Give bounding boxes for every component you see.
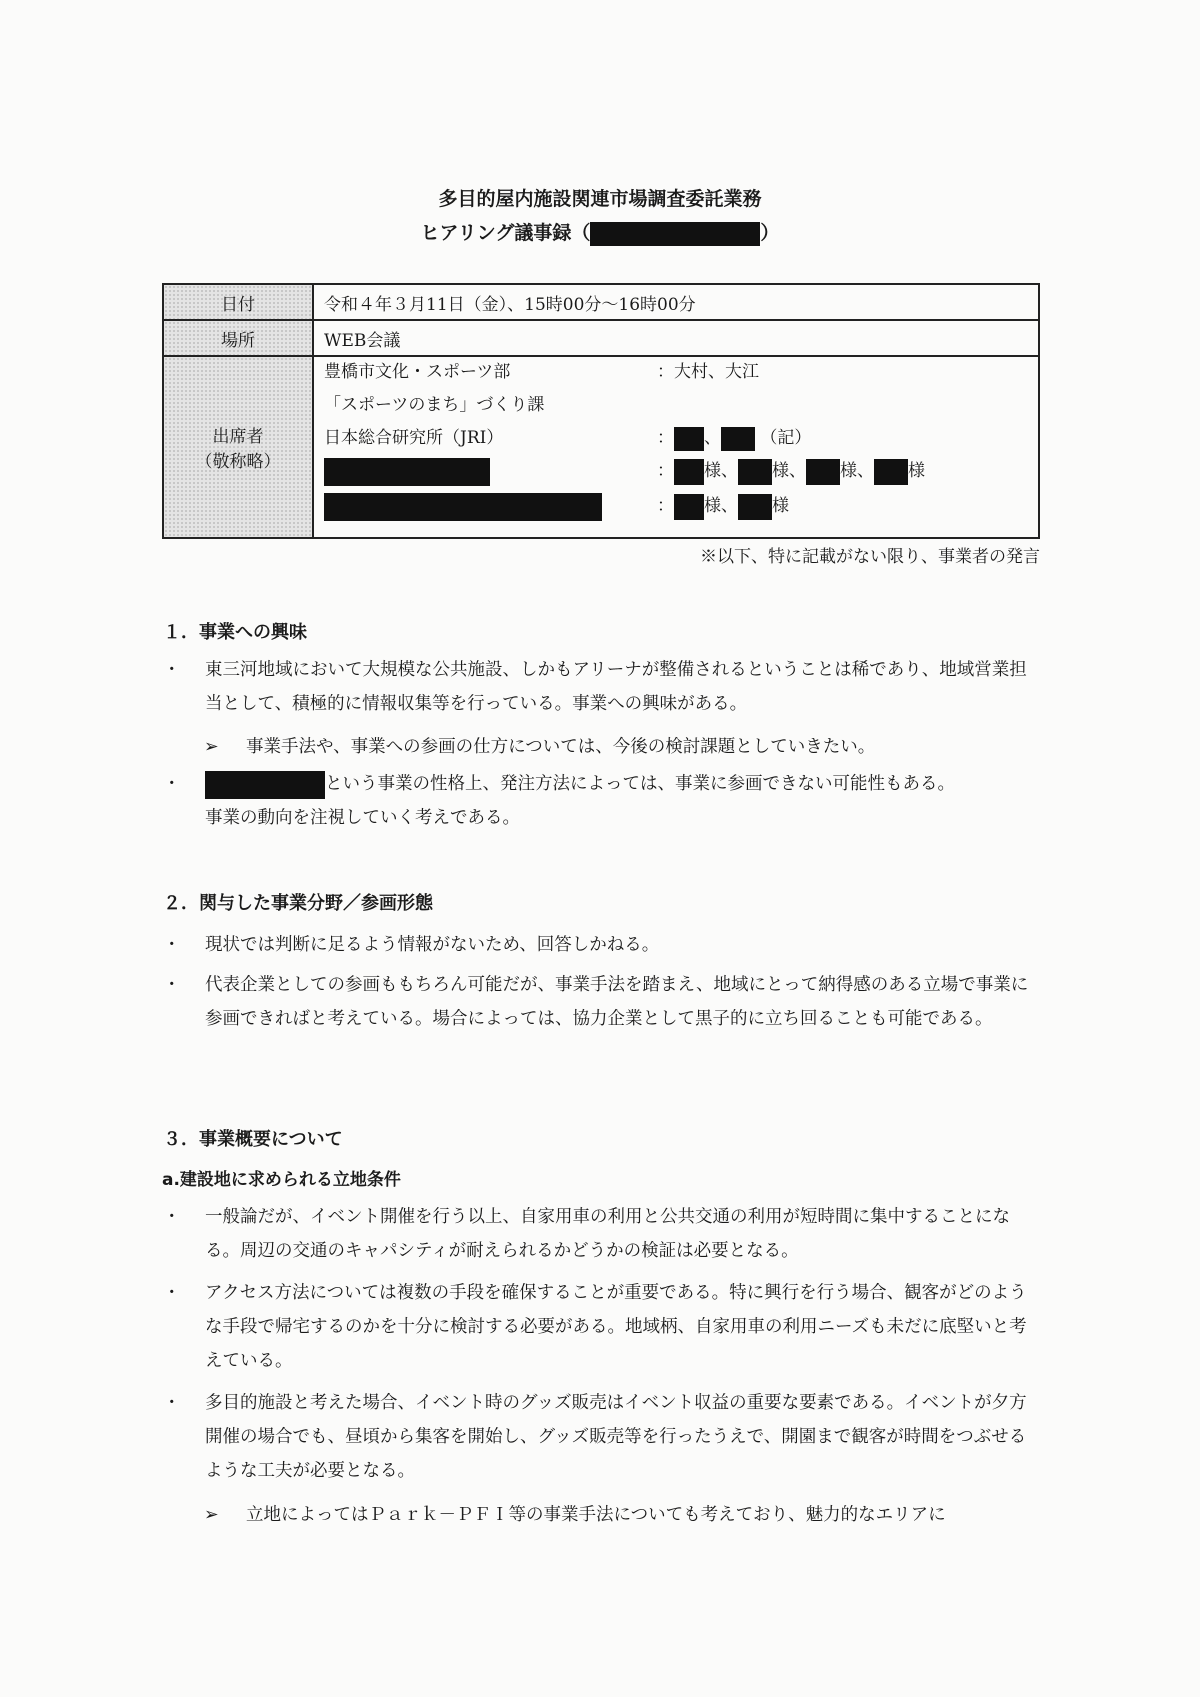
bullet-mark: ・ bbox=[163, 1207, 181, 1227]
paragraph: ・ 現状では判断に足るよう情報がないため、回答しかねる。 bbox=[163, 928, 1043, 962]
paragraph: ・ という事業の性格上、発注方法によっては、事業に参画できない可能性もある。 事業の動向を注視していく考えである。 bbox=[163, 767, 1043, 835]
redaction-block bbox=[324, 458, 490, 486]
section-heading: ３．事業概要について bbox=[163, 1129, 343, 1150]
attendee-label bbox=[163, 356, 313, 538]
section-heading: ２．関与した事業分野／参画形態 bbox=[163, 893, 433, 914]
attendee-list bbox=[313, 356, 1039, 538]
attendee-names: ： 、 （記） bbox=[657, 423, 811, 453]
attendee-label-line2: （敬称略） bbox=[195, 452, 281, 472]
subsection-heading: a.建設地に求められる立地条件 bbox=[162, 1170, 401, 1190]
attendee-org: 日本総合研究所（JRI） bbox=[324, 428, 504, 448]
date-label: 日付 bbox=[163, 284, 313, 320]
paragraph: ・ 代表企業としての参画ももちろん可能だが、事業手法を踏まえ、地域にとって納得感のある立場で事業に参画できればと考えている。場合によっては、協力企業として黒子的に立ち回ることも可能である。 bbox=[163, 968, 1043, 1036]
date-value: 令和４年３月11日（金）、15時00分～16時00分 bbox=[313, 284, 1039, 320]
attendee-row bbox=[324, 456, 1064, 486]
bullet-mark: ・ bbox=[163, 1393, 181, 1413]
redaction-block bbox=[874, 459, 908, 485]
attendee-row bbox=[324, 491, 1064, 521]
document-subtitle bbox=[0, 218, 1200, 246]
paragraph: ・ 一般論だが、イベント開催を行う以上、自家用車の利用と公共交通の利用が短時間に集中することになる。周辺の交通のキャパシティが耐えられるかどうかの検証は必要となる。 bbox=[163, 1200, 1043, 1268]
redaction-block bbox=[674, 494, 704, 520]
attendee-names: ： 様、 様 bbox=[657, 491, 789, 521]
speaker-note: ※以下、特に記載がない限り、事業者の発言 bbox=[700, 547, 1040, 567]
subtitle-prefix: ヒアリング議事録（ bbox=[420, 222, 591, 244]
attendee-names: ： 様、 様、 様、 様 bbox=[657, 456, 925, 486]
place-label: 場所 bbox=[163, 320, 313, 356]
redaction-block bbox=[721, 427, 755, 451]
bullet-mark: ・ bbox=[163, 1283, 181, 1303]
attendee-row bbox=[324, 390, 1064, 420]
redaction-block bbox=[674, 459, 704, 485]
attendee-row bbox=[324, 357, 1064, 387]
attendee-org: 豊橋市文化・スポーツ部 bbox=[324, 362, 511, 382]
paragraph: ・ アクセス方法については複数の手段を確保することが重要である。特に興行を行う場合、観客がどのような手段で帰宅するのかを十分に検討する必要がある。地域柄、自家用車の利用ニーズも未だに底堅いと考えている。 bbox=[163, 1276, 1043, 1378]
subtitle-suffix: ） bbox=[760, 222, 780, 244]
attendee-row bbox=[324, 423, 1064, 453]
place-value: WEB会議 bbox=[313, 320, 1039, 356]
attendee-org: 「スポーツのまち」づくり課 bbox=[324, 395, 545, 415]
bullet-mark: ・ bbox=[163, 660, 181, 680]
document-title: 多目的屋内施設関連市場調査委託業務 bbox=[438, 188, 762, 210]
sub-paragraph: ➢ 立地によってはＰａｒｋ－ＰＦＩ等の事業手法についても考えており、魅力的なエリアに bbox=[204, 1498, 1044, 1532]
redaction-block bbox=[738, 459, 772, 485]
bullet-mark: ・ bbox=[163, 975, 181, 995]
redaction-block bbox=[738, 494, 772, 520]
arrow-mark: ➢ bbox=[204, 1505, 219, 1525]
bullet-mark: ・ bbox=[163, 774, 181, 794]
redaction-block bbox=[806, 459, 840, 485]
redaction-block bbox=[674, 427, 704, 451]
redaction-block bbox=[205, 771, 325, 799]
sub-paragraph: ➢ 事業手法や、事業への参画の仕方については、今後の検討課題としていきたい。 bbox=[204, 730, 1044, 764]
paragraph: ・ 東三河地域において大規模な公共施設、しかもアリーナが整備されるということは稀であり、地域営業担当として、積極的に情報収集等を行っている。事業への興味がある。 bbox=[163, 653, 1043, 721]
redaction-block bbox=[324, 493, 602, 521]
attendee-label-line1: 出席者 bbox=[212, 427, 264, 447]
meeting-info-table bbox=[162, 283, 1040, 539]
section-heading: １．事業への興味 bbox=[163, 622, 307, 643]
attendee-names: ：大村、大江 bbox=[657, 362, 759, 382]
arrow-mark: ➢ bbox=[204, 737, 219, 757]
redaction-block bbox=[590, 222, 760, 246]
paragraph: ・ 多目的施設と考えた場合、イベント時のグッズ販売はイベント収益の重要な要素である。イベントが夕方開催の場合でも、昼頃から集客を開始し、グッズ販売等を行ったうえで、開園まで観客が時間をつぶせるような工夫が必要となる。 bbox=[163, 1386, 1043, 1488]
bullet-mark: ・ bbox=[163, 935, 181, 955]
